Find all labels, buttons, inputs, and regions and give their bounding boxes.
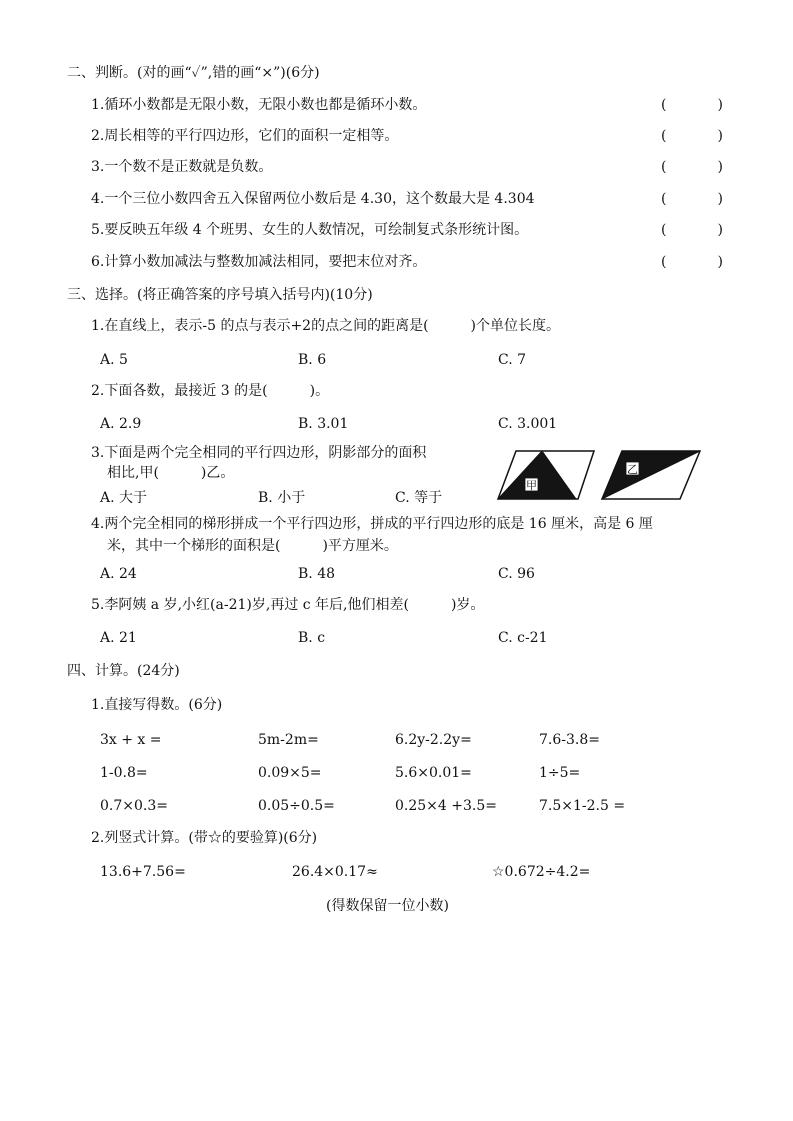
calc-item: 0.05÷0.5= [258, 798, 335, 814]
answer-bracket[interactable] [661, 127, 723, 145]
calc-item: 0.25×4 +3.5= [395, 798, 497, 814]
calc-item: 6.2y-2.2y= [395, 732, 472, 748]
parallelogram-figures [494, 447, 704, 503]
option-b[interactable]: B. 小于 [258, 490, 306, 506]
judge-item-1: 1.循环小数都是无限小数，无限小数也都是循环小数。 [91, 97, 427, 113]
choice-q1: 1.在直线上，表示-5 的点与表示+2的点之间的距离是( )个单位长度。 [91, 318, 561, 334]
option-b[interactable]: B. 6 [298, 352, 327, 368]
judge-item-6: 6.计算小数加减法与整数加减法相同，要把末位对齐。 [91, 254, 427, 270]
parallelogram-yi [602, 451, 700, 499]
option-c[interactable]: C. 96 [498, 566, 535, 582]
section-2-title: 二、判断。(对的画“✓”,错的画“×”)(6分) [67, 65, 320, 81]
bracket-open: ( [661, 159, 667, 175]
choice-q4-line2: 米，其中一个梯形的面积是( )平方厘米。 [107, 538, 398, 554]
option-a[interactable]: A. 24 [100, 566, 137, 582]
calc-item: 3x + x = [100, 732, 162, 748]
section-4-title: 四、计算。(24分) [67, 663, 180, 679]
bracket-open: ( [661, 97, 667, 113]
label-yi: 乙 [627, 463, 638, 476]
calc-item: 7.6-3.8= [539, 732, 600, 748]
bracket-open: ( [661, 191, 667, 207]
answer-bracket[interactable] [661, 221, 723, 239]
section-3-title: 三、选择。(将正确答案的序号填入括号内)(10分) [67, 287, 373, 303]
answer-bracket[interactable] [661, 253, 723, 271]
option-b[interactable]: B. 48 [298, 566, 336, 582]
choice-q3-line1: 3.下面是两个完全相同的平行四边形，阴影部分的面积 [91, 445, 427, 461]
rounding-note: (得数保留一位小数) [326, 898, 449, 914]
bracket-open: ( [661, 254, 667, 270]
judge-item-4: 4.一个三位小数四舍五入保留两位小数后是 4.30，这个数最大是 4.304 [91, 191, 535, 207]
option-a[interactable]: A. 2.9 [100, 416, 142, 432]
answer-bracket[interactable] [661, 190, 723, 208]
answer-bracket[interactable] [661, 96, 723, 114]
choice-q4-line1: 4.两个完全相同的梯形拼成一个平行四边形，拼成的平行四边形的底是 16 厘米，高是 6 厘 [91, 516, 653, 532]
choice-q3-line2: 相比,甲( )乙。 [107, 465, 235, 481]
calc-item: 5.6×0.01= [395, 765, 472, 781]
option-c[interactable]: C. 等于 [395, 490, 443, 506]
parallelogram-jia [498, 451, 594, 499]
bracket-close: ) [717, 191, 723, 207]
calc-item: 1-0.8= [100, 765, 148, 781]
option-a[interactable]: A. 5 [100, 352, 128, 368]
option-c[interactable]: C. 3.001 [498, 416, 558, 432]
option-c[interactable]: C. 7 [498, 352, 527, 368]
answer-bracket[interactable] [661, 158, 723, 176]
bracket-close: ) [717, 254, 723, 270]
calc-part-1-title: 1.直接写得数。(6分) [91, 697, 223, 713]
option-b[interactable]: B. c [298, 630, 326, 646]
calc-item: 0.7×0.3= [100, 798, 168, 814]
option-c[interactable]: C. c-21 [498, 630, 548, 646]
choice-q5: 5.李阿姨 a 岁,小红(a-21)岁,再过 c 年后,他们相差( )岁。 [91, 597, 485, 613]
vertical-calc-item: ☆0.672÷4.2= [492, 864, 591, 880]
calc-item: 0.09×5= [258, 765, 322, 781]
calc-part-2-title: 2.列竖式计算。(带☆的要验算)(6分) [91, 830, 318, 846]
bracket-close: ) [717, 159, 723, 175]
option-a[interactable]: A. 21 [100, 630, 137, 646]
calc-item: 7.5×1-2.5 = [539, 798, 626, 814]
calc-item: 5m-2m= [258, 732, 319, 748]
bracket-open: ( [661, 128, 667, 144]
bracket-open: ( [661, 222, 667, 238]
bracket-close: ) [717, 128, 723, 144]
choice-q2: 2.下面各数，最接近 3 的是( )。 [91, 383, 330, 399]
vertical-calc-item: 26.4×0.17≈ [292, 864, 378, 880]
vertical-calc-item: 13.6+7.56= [100, 864, 186, 880]
calc-item: 1÷5= [539, 765, 581, 781]
option-b[interactable]: B. 3.01 [298, 416, 349, 432]
bracket-close: ) [717, 222, 723, 238]
option-a[interactable]: A. 大于 [100, 490, 148, 506]
judge-item-2: 2.周长相等的平行四边形，它们的面积一定相等。 [91, 128, 399, 144]
judge-item-3: 3.一个数不是正数就是负数。 [91, 159, 273, 175]
bracket-close: ) [717, 97, 723, 113]
label-jia: 甲 [526, 479, 537, 492]
judge-item-5: 5.要反映五年级 4 个班男、女生的人数情况，可绘制复式条形统计图。 [91, 222, 529, 238]
